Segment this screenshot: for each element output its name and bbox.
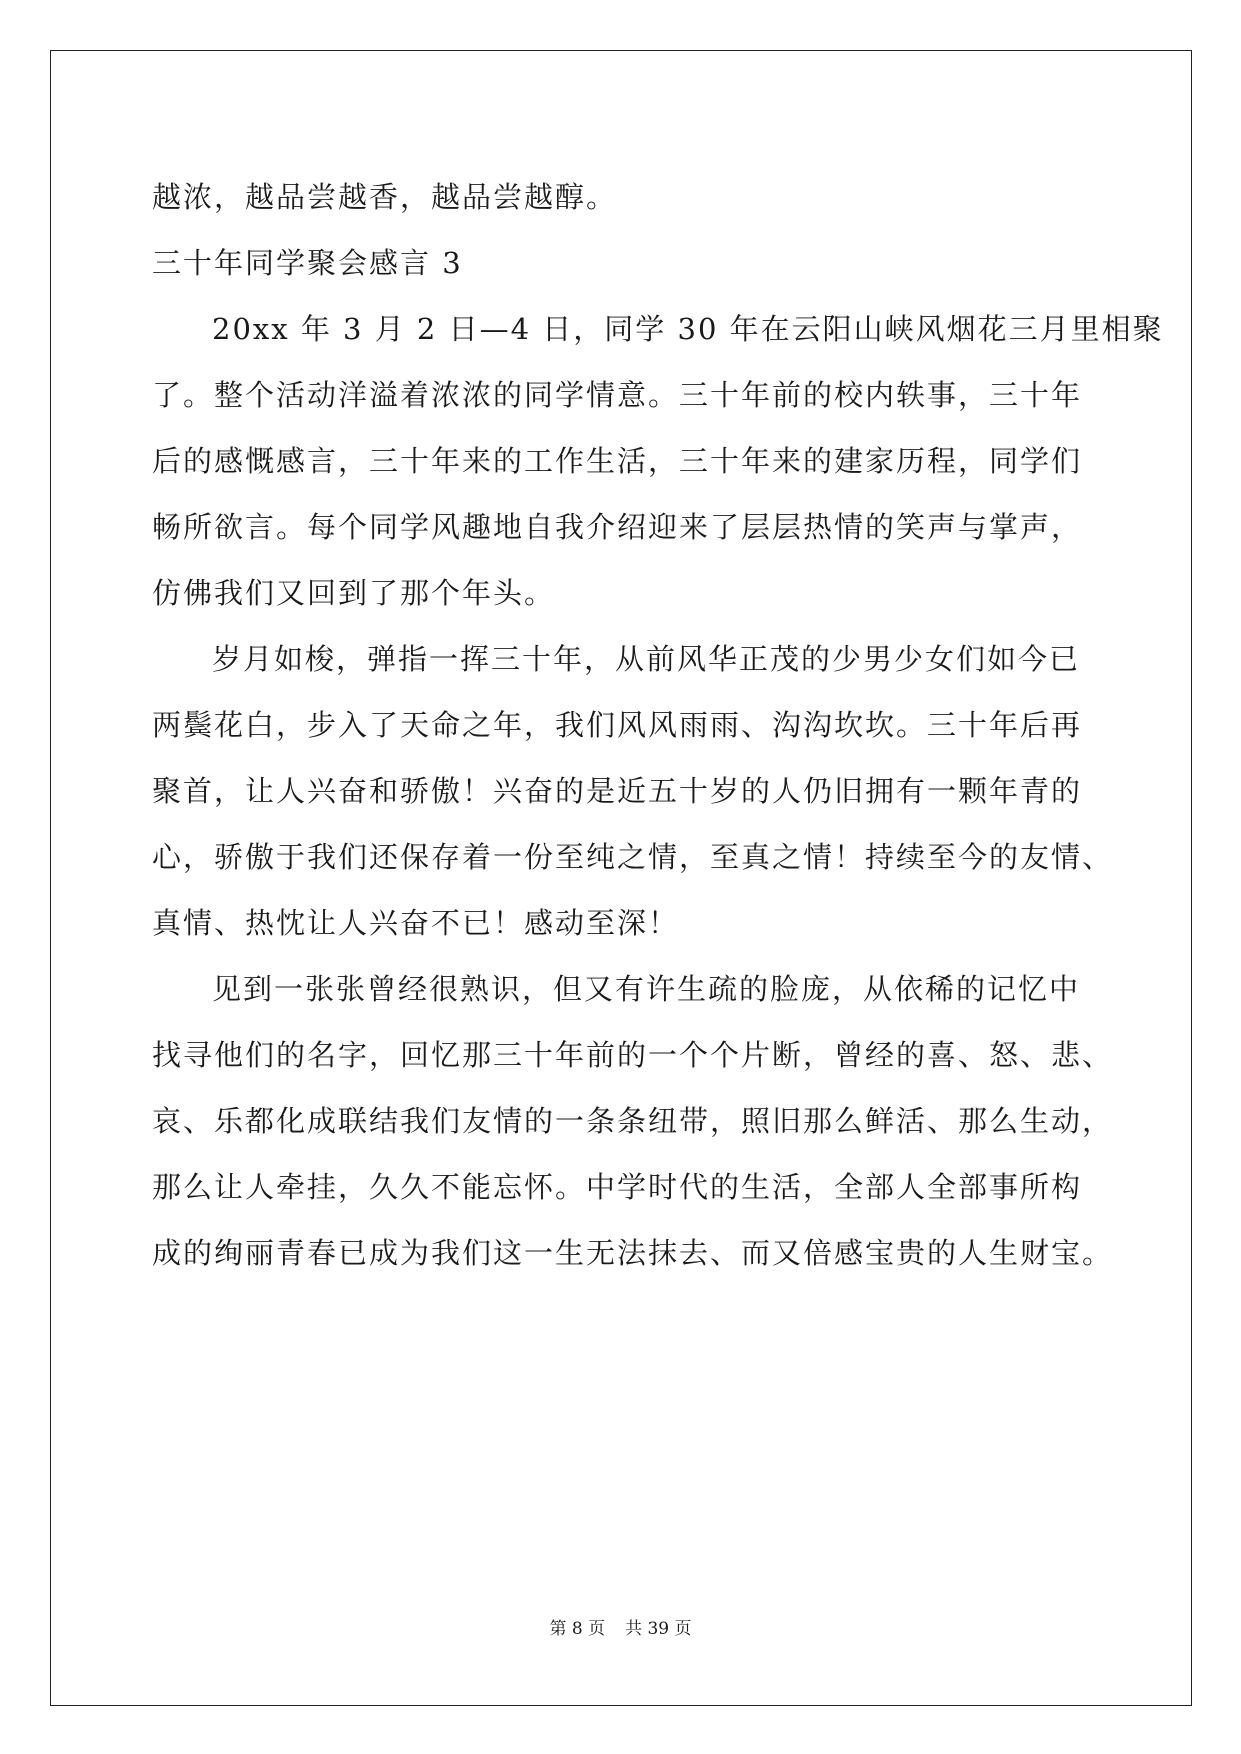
text-line: 成的绚丽青春已成为我们这一生无法抹去、而又倍感宝贵的人生财宝。 [152,1236,1114,1270]
page-total: 共 39 页 [625,1619,692,1639]
text-line: 畅所欲言。每个同学风趣地自我介绍迎来了层层热情的笑声与掌声， [152,510,1083,544]
text-line: 找寻他们的名字，回忆那三十年前的一个个片断，曾经的喜、怒、悲、 [152,1038,1114,1072]
paragraph-start-line: 岁月如梭，弹指一挥三十年，从前风华正茂的少男少女们如今已 [212,642,1081,676]
text-line: 两鬓花白，步入了天命之年，我们风风雨雨、沟沟坎坎。三十年后再 [152,708,1083,742]
text-line: 仿佛我们又回到了那个年头。 [152,576,556,610]
paragraph-start-line: 20xx 年 3 月 2 日—4 日，同学 30 年在云阳山峡风烟花三月里相聚 [212,312,1164,346]
text-line: 聚首，让人兴奋和骄傲！兴奋的是近五十岁的人仍旧拥有一颗年青的 [152,774,1083,808]
page-footer [0,1617,1241,1641]
document-body [152,164,1164,1286]
text-line: 越浓，越品尝越香，越品尝越醇。 [152,180,618,214]
text-line: 真情、热忱让人兴奋不已！感动至深！ [152,906,680,940]
section-heading: 三十年同学聚会感言 3 [152,246,463,280]
text-line: 后的感慨感言，三十年来的工作生活，三十年来的建家历程，同学们 [152,444,1083,478]
text-line: 那么让人牵挂，久久不能忘怀。中学时代的生活，全部人全部事所构 [152,1170,1083,1204]
page-number: 第 8 页 [549,1619,606,1639]
text-line: 心，骄傲于我们还保存着一份至纯之情，至真之情！持续至今的友情、 [152,840,1114,874]
text-line: 哀、乐都化成联结我们友情的一条条纽带，照旧那么鲜活、那么生动， [152,1104,1114,1138]
paragraph-start-line: 见到一张张曾经很熟识，但又有许生疏的脸庞，从依稀的记忆中 [212,972,1081,1006]
text-line: 了。整个活动洋溢着浓浓的同学情意。三十年前的校内轶事，三十年 [152,378,1083,412]
